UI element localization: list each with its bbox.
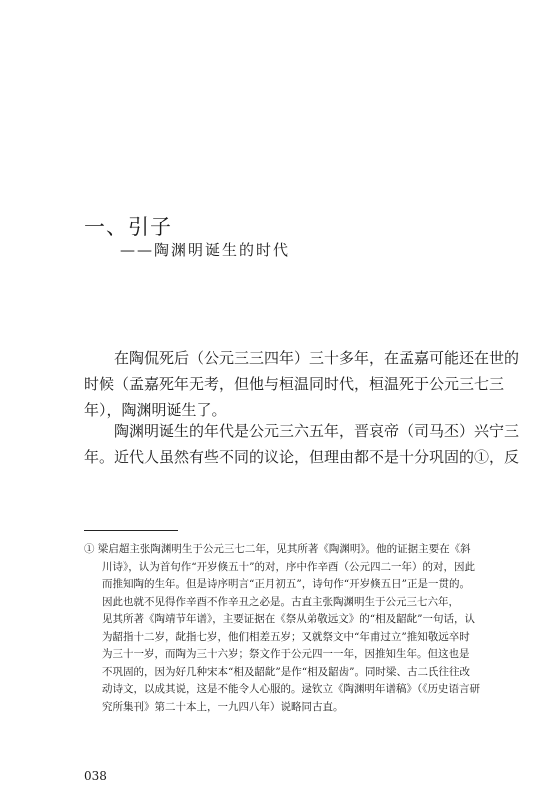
footnote-line: 为三十一岁，而陶为三十六岁；祭文作于公元四一一年，因推知生年。但这也是 [102, 648, 470, 660]
text-line: 年。近代人虽然有些不同的议论，但理由都不是十分巩固的①，反 [84, 448, 520, 466]
body-paragraph-1 [84, 345, 520, 423]
text-line: 时候（孟嘉死年无考，但他与桓温同时代，桓温死于公元三七三 [84, 375, 505, 393]
footnote-line: ① 梁启超主张陶渊明生于公元三七二年，见其所著《陶渊明》。他的证据主要在《斜 [84, 543, 471, 555]
footnote-line: 因此也就不见得作辛酉不作辛丑之必是。古直主张陶渊明生于公元三七六年， [102, 595, 459, 608]
footnote-line: 为龆指十二岁，龀指七岁，他们相差五岁；又就祭文中“年甫过立”推知敬远卒时 [102, 630, 470, 643]
footnote-line: 而推知陶的生年。但是诗序明言“正月初五”，诗句作“开岁倏五日”正是一贯的。 [102, 578, 470, 590]
chapter-subtitle: ——陶渊明诞生的时代 [120, 241, 291, 259]
footnote-line: 究所集刊》第二十本上，一九四八年）说略同古直。 [102, 700, 344, 713]
chapter-title: 一、引子 [84, 215, 172, 239]
text-line: 陶渊明诞生的年代是公元三六五年，晋哀帝（司马丕）兴宁三 [84, 422, 520, 440]
footnote [84, 541, 480, 716]
footnote-line: 不巩固的，因为好几种宋本“相及龆龀”是作“相及龆齿”。同时梁、古二氏往往改 [102, 665, 470, 678]
footnote-divider [84, 530, 178, 531]
footnote-line: 川诗》，认为首句作“开岁倏五十”的对，序中作辛酉（公元四二一年）的对，因此 [102, 560, 475, 573]
footnote-line: 见其所著《陶靖节年谱》，主要证据在《祭从弟敬远文》的“相及龆龀”一句话，认 [102, 613, 475, 625]
text-line: 年），陶渊明诞生了。 [84, 401, 227, 419]
body-paragraph-2 [84, 418, 520, 470]
text-line: 在陶侃死后（公元三三四年）三十多年，在孟嘉可能还在世的 [84, 349, 520, 367]
page-number: 038 [84, 769, 107, 783]
footnote-line: 动诗文，以成其说，这是不能令人心服的。逯钦立《陶渊明年谱稿》（《历史语言研 [102, 683, 480, 695]
